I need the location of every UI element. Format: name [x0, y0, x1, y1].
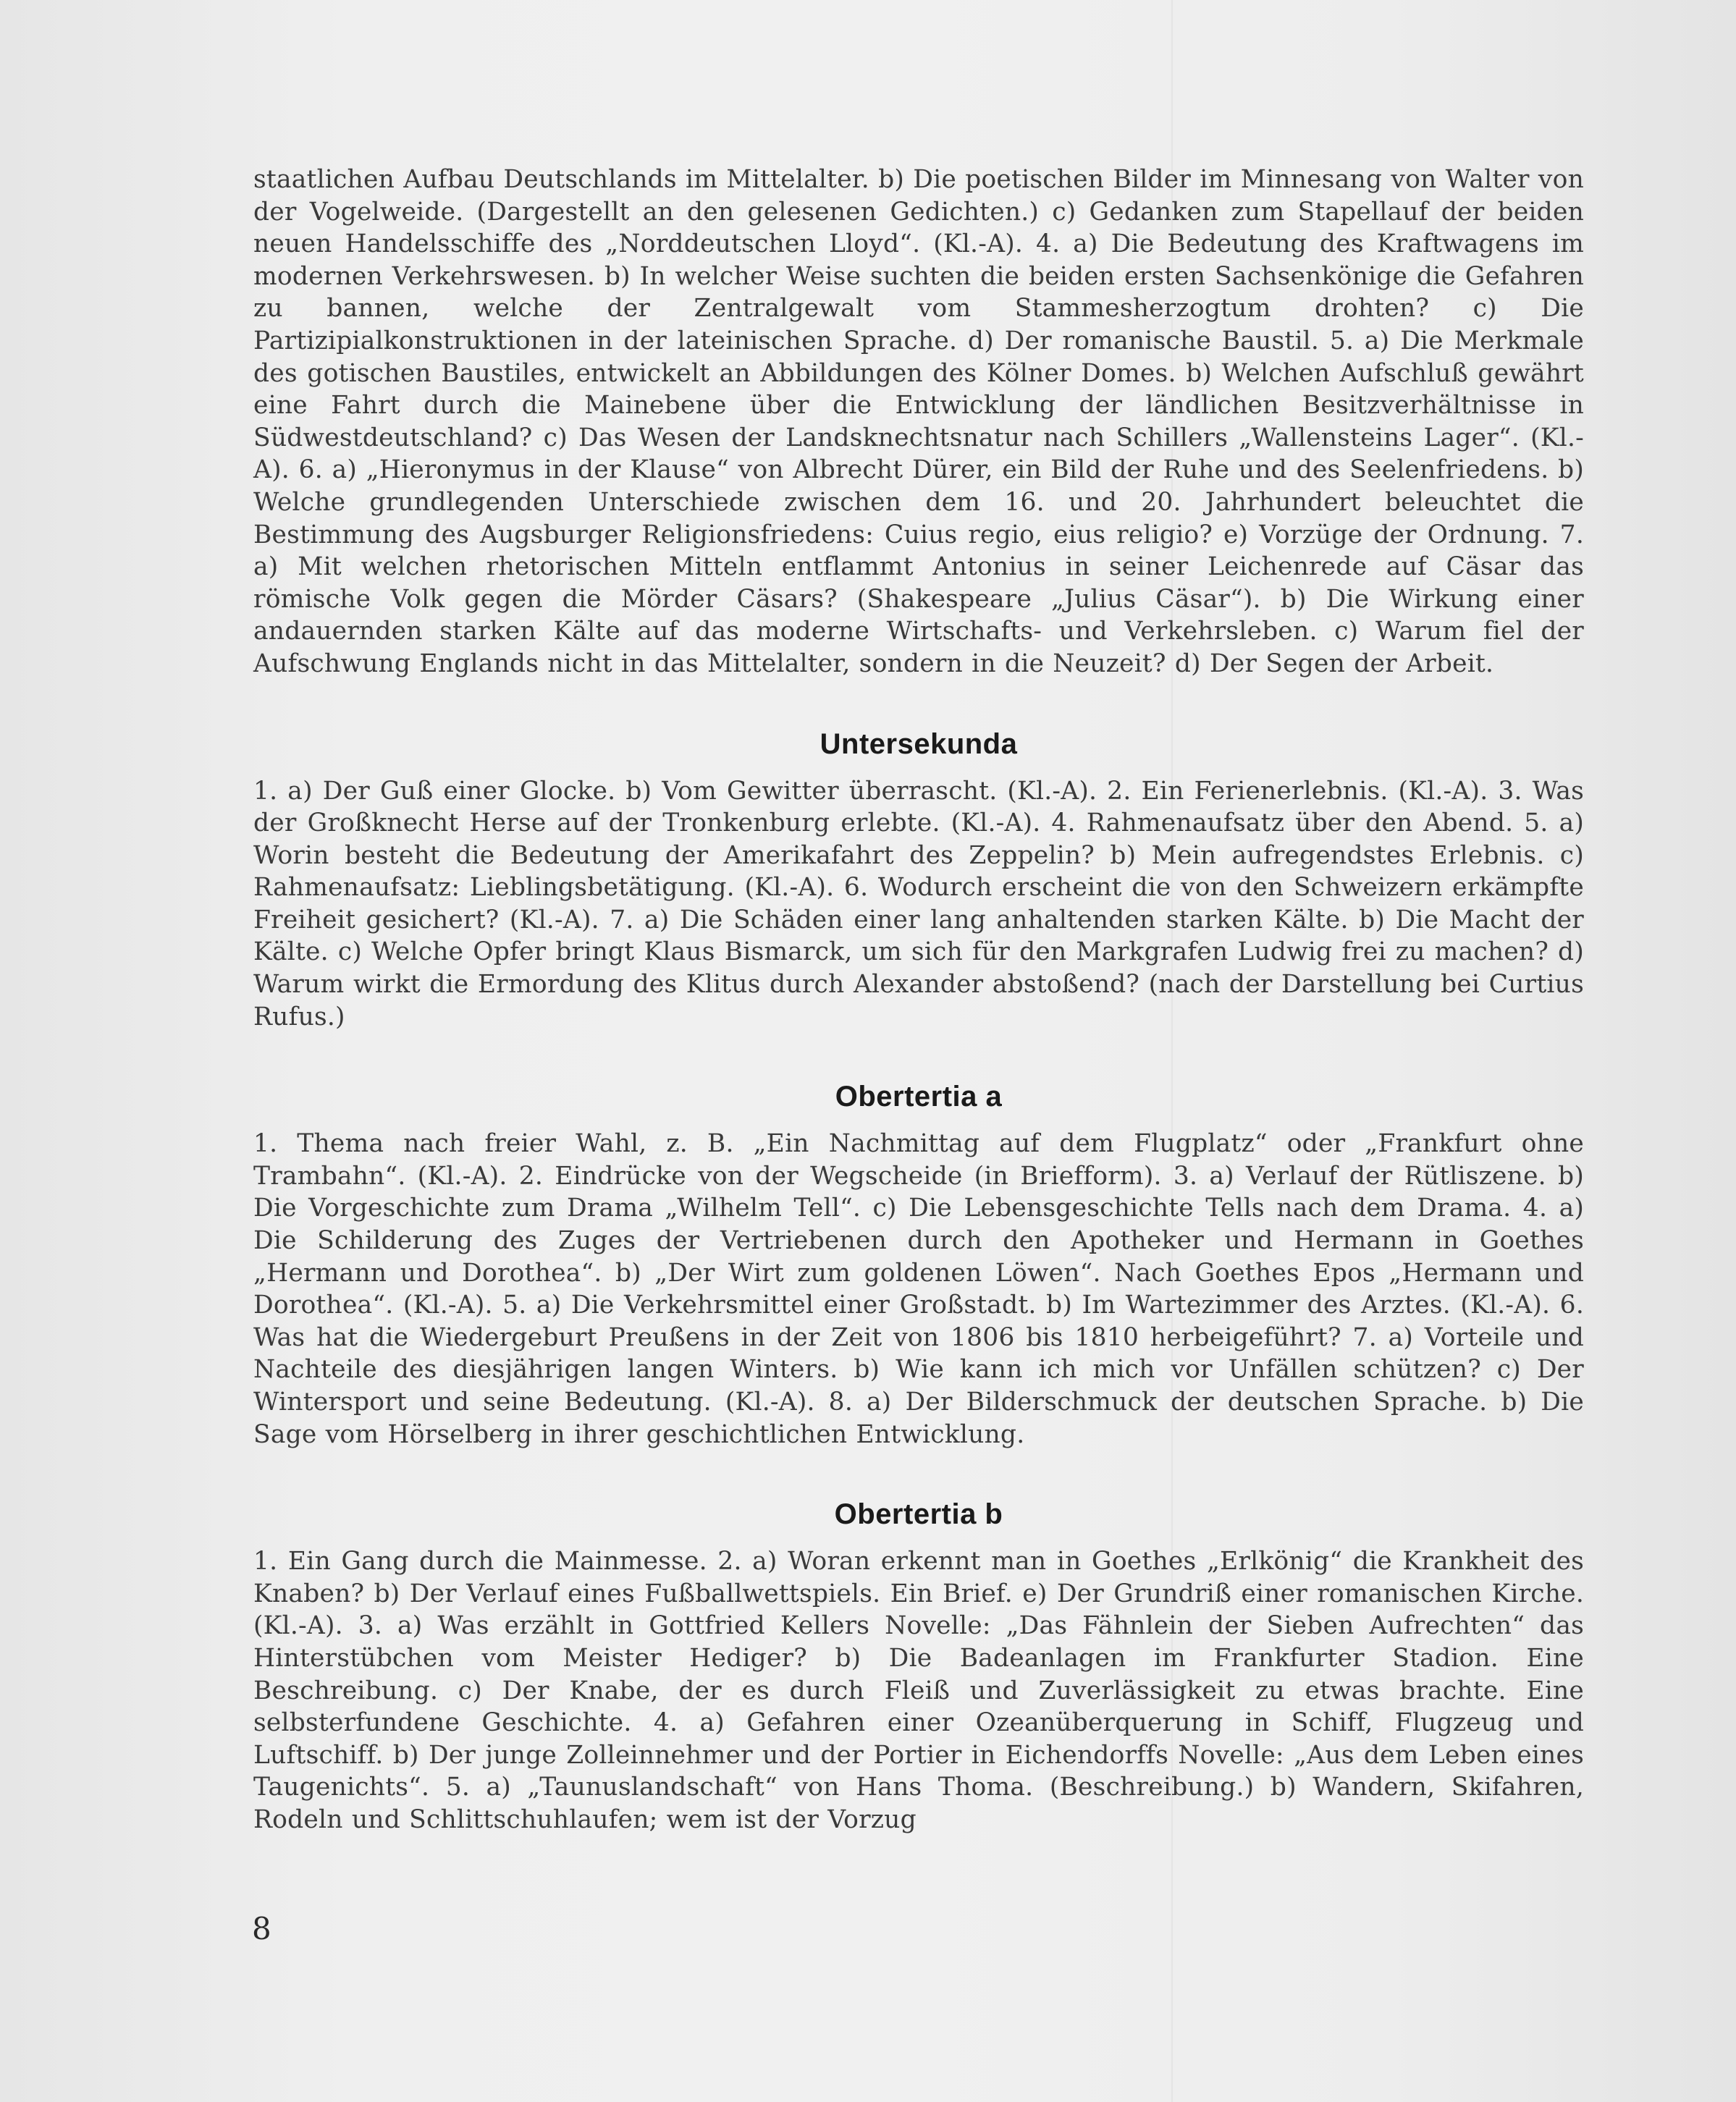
paragraph-continued: staatlichen Aufbau Deutschlands im Mittelalter. b) Die poetischen Bilder im Minnesang von Walter von der Vogelweide. (Dargestellt an den gelesenen Gedichten.) c) Gedanken zum Stapellauf der beiden neuen Handelsschiffe des „Norddeutschen Lloyd“. (Kl.-A). 4. a) Die Bedeutung des Kraftwagens im modernen Verkehrswesen. b) In welcher Weise suchten die beiden ersten Sachsenkönige die Gefahren zu bannen, welche der Zentralgewalt vom Stammesherzogtum drohten? c) Die Partizipialkonstruktionen in der lateinischen Sprache. d) Der romanische Baustil. 5. a) Die Merkmale des gotischen Baustiles, entwickelt an Abbildungen des Kölner Domes. b) Welchen Aufschluß gewährt eine Fahrt durch die Mainebene über die Entwicklung der ländlichen Besitzverhältnisse in Südwestdeutschland? c) Das Wesen der Landsknechtsnatur nach Schillers „Wallensteins Lager“. (Kl.-A). 6. a) „Hieronymus in der Klause“ von Albrecht Dürer, ein Bild der Ruhe und des Seelenfriedens. b) Welche grundlegenden Unterschiede zwischen dem 16. und 20. Jahrhundert beleuchtet die Bestimmung des Augsburger Religionsfriedens: Cuius regio, eius religio? e) Vorzüge der Ordnung. 7. a) Mit welchen rhetorischen Mitteln entflammt Antonius in seiner Leichenrede auf Cäsar das römische Volk gegen die Mörder Cäsars? (Shakespeare „Julius Cäsar“). b) Die Wirkung einer andauernden starken Kälte auf das moderne Wirtschafts- und Verkehrsleben. c) Warum fiel der Aufschwung Englands nicht in das Mittelalter, sondern in die Neuzeit? d) Der Segen der Arbeit.: [253, 165, 1584, 678]
paragraph-obertertia-a: 1. Thema nach freier Wahl, z. B. „Ein Nachmittag auf dem Flugplatz“ oder „Frankfurt ohne Trambahn“. (Kl.-A). 2. Eindrücke von der Wegscheide (in Briefform). 3. a) Verlauf der Rütliszene. b) Die Vorgeschichte zum Drama „Wilhelm Tell“. c) Die Lebensgeschichte Tells nach dem Drama. 4. a) Die Schilderung des Zuges der Vertriebenen durch den Apotheker und Hermann in Goethes „Hermann und Dorothea“. b) „Der Wirt zum goldenen Löwen“. Nach Goethes Epos „Hermann und Dorothea“. (Kl.-A). 5. a) Die Verkehrsmittel einer Großstadt. b) Im Wartezimmer des Arztes. (Kl.-A). 6. Was hat die Wiedergeburt Preußens in der Zeit von 1806 bis 1810 herbeigeführt? 7. a) Vorteile und Nachteile des diesjährigen langen Winters. b) Wie kann ich mich vor Unfällen schützen? c) Der Wintersport und seine Bedeutung. (Kl.-A). 8. a) Der Bilderschmuck der deutschen Sprache. b) Die Sage vom Hörselberg in ihrer geschichtlichen Entwicklung.: [253, 1129, 1584, 1449]
heading-obertertia-b: Obertertia b: [834, 1498, 1003, 1531]
main-content: [253, 164, 1584, 1836]
heading-obertertia-a: Obertertia a: [835, 1081, 1003, 1113]
paragraph-untersekunda: 1. a) Der Guß einer Glocke. b) Vom Gewitter überrascht. (Kl.-A). 2. Ein Ferienerlebnis. (Kl.-A). 3. Was der Großknecht Herse auf der Tronkenburg erlebte. (Kl.-A). 4. Rahmenaufsatz über den Abend. 5. a) Worin besteht die Bedeutung der Amerikafahrt des Zeppelin? b) Mein aufregendstes Erlebnis. c) Rahmenaufsatz: Lieblingsbetätigung. (Kl.-A). 6. Wodurch erscheint die von den Schweizern erkämpfte Freiheit gesichert? (Kl.-A). 7. a) Die Schäden einer lang anhaltenden starken Kälte. b) Die Macht der Kälte. c) Welche Opfer bringt Klaus Bismarck, um sich für den Markgrafen Ludwig frei zu machen? d) Warum wirkt die Ermordung des Klitus durch Alexander abstoßend? (nach der Darstellung bei Curtius Rufus.): [253, 776, 1584, 1031]
heading-untersekunda: Untersekunda: [819, 727, 1018, 760]
paragraph-obertertia-b: 1. Ein Gang durch die Mainmesse. 2. a) Woran erkennt man in Goethes „Erlkönig“ die Krankheit des Knaben? b) Der Verlauf eines Fußballwettspiels. Ein Brief. e) Der Grundriß einer romanischen Kirche. (Kl.-A). 3. a) Was erzählt in Gottfried Kellers Novelle: „Das Fähnlein der Sieben Aufrechten“ das Hinterstübchen vom Meister Hediger? b) Die Badeanlagen im Frankfurter Stadion. Eine Beschreibung. c) Der Knabe, der es durch Fleiß und Zuverlässigkeit zu etwas brachte. Eine selbsterfundene Geschichte. 4. a) Gefahren einer Ozeanüberquerung in Schiff, Flugzeug und Luftschiff. b) Der junge Zolleinnehmer und der Portier in Eichendorffs Novelle: „Aus dem Leben eines Taugenichts“. 5. a) „Taunuslandschaft“ von Hans Thoma. (Beschreibung.) b) Wandern, Skifahren, Rodeln und Schlittschuhlaufen; wem ist der Vorzug: [253, 1547, 1584, 1834]
page-number: 8: [252, 1911, 271, 1946]
